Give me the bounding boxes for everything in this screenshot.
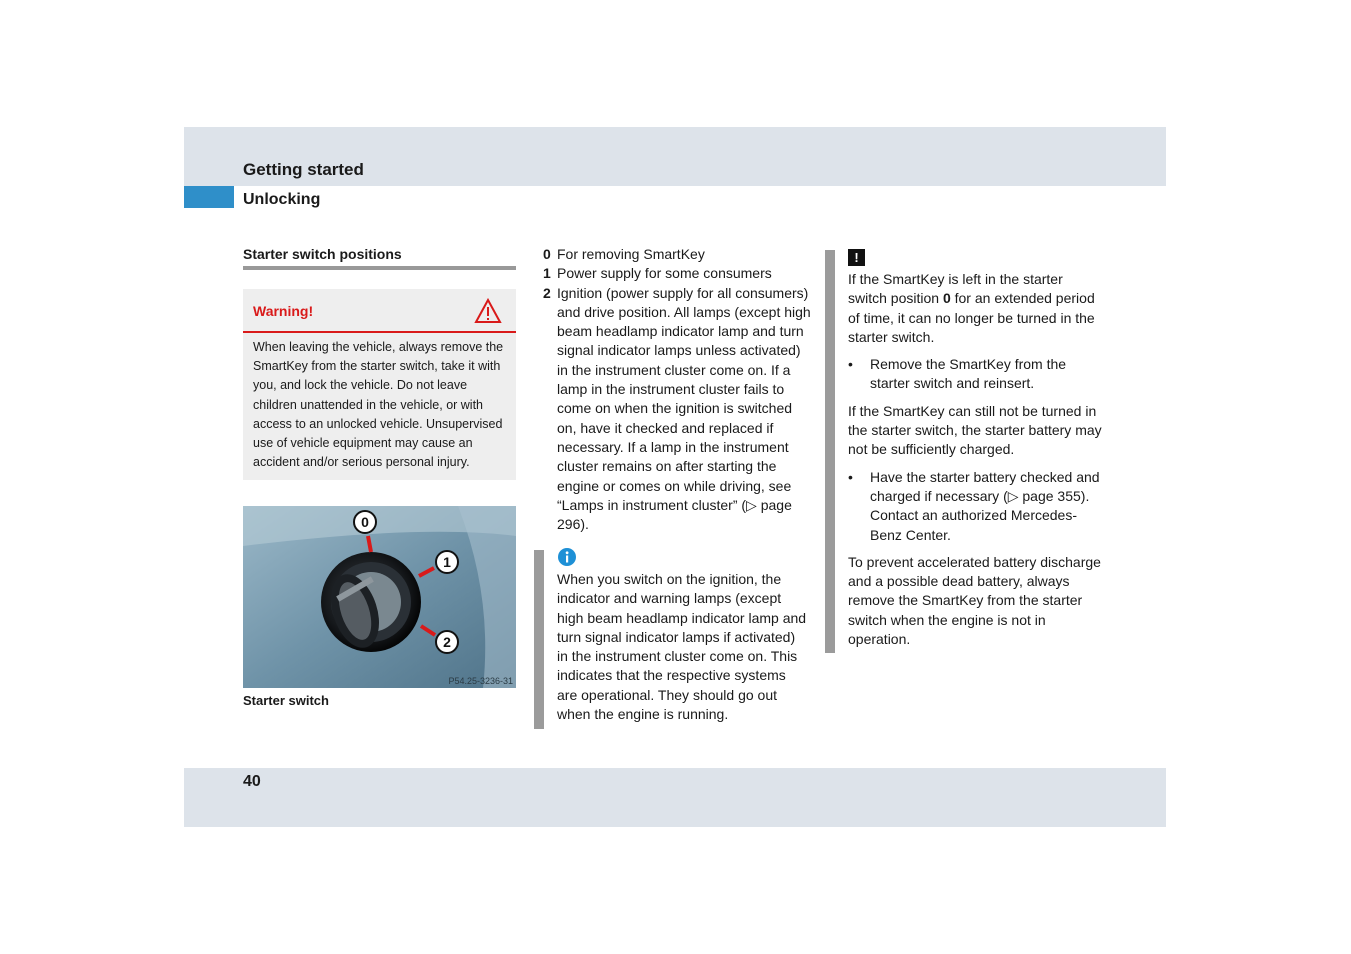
note-paragraph: To prevent accelerated battery discharge and a possible dead battery, always remove the SmartKey from the starter switch when the engine is not in operation. — [848, 553, 1101, 648]
starter-switch-image — [243, 506, 516, 688]
warning-text: When leaving the vehicle, always remove the SmartKey from the starter switch, take it with you, and lock the vehicle. Do not leave children unattended in the vehicle, or with access to an unlocked vehicle. Unsupervised use of vehicle equipment may cause an accident and/or serious personal injury. — [253, 340, 504, 470]
chapter-tab-marker — [184, 186, 234, 208]
subsection-heading: Starter switch positions — [243, 246, 402, 262]
note-paragraph: If the SmartKey is left in the starter switch position 0 for an extended period of time, it can no longer be turned in the starter switch. — [848, 271, 1095, 345]
bullet-icon: • — [848, 468, 853, 485]
position-number: 0 — [543, 246, 551, 262]
position-item — [543, 264, 811, 283]
svg-text:1: 1 — [443, 554, 451, 570]
svg-text:2: 2 — [443, 634, 451, 650]
heading-rule — [243, 266, 516, 270]
position-marker-1 — [436, 551, 458, 573]
position-marker-2 — [436, 631, 458, 653]
note-bullet: • Remove the SmartKey from the starter switch and reinsert. — [848, 356, 1067, 392]
position-number: 1 — [543, 265, 551, 282]
position-text: Ignition (power supply for all consumers) and drive position. All lamps (except high beam headlamp indicator lamp and turn signal indicator lamps unless activated) in the instrument cluster come on. If a lamp in the instrument cluster fails to come on when the ignition is switched on, have it checked and replaced if necessary. If a lamp in the instrument cluster remains on after starting the engine or comes on while driving, see “Lamps in instrument cluster” (▷ page 296). — [557, 284, 811, 533]
position-number: 2 — [543, 284, 551, 301]
position-item — [543, 284, 811, 535]
note-bullet: • Have the starter battery checked and charged if necessary (▷ page 355). Contact an authorized Mercedes-Benz Center. — [848, 468, 1100, 543]
note-side-bar — [825, 250, 835, 653]
section-title: Unlocking — [243, 191, 321, 208]
warning-label: Warning! — [253, 303, 314, 319]
footer-band — [184, 768, 1166, 827]
exclamation-icon: ! — [848, 249, 865, 266]
positions-list — [543, 245, 811, 534]
note-content — [848, 270, 1104, 657]
info-icon — [558, 548, 576, 566]
starter-switch-illustration — [243, 506, 516, 688]
chapter-title: Getting started — [243, 160, 364, 179]
image-caption: Starter switch — [243, 693, 329, 708]
position-marker-0 — [354, 511, 376, 533]
info-text: When you switch on the ignition, the indicator and warning lamps (except high beam headlamp indicator lamp and turn signal indicator lamps if activated) in the instrument cluster come on. This indicates that the respective systems are operational. They should go out when the engine is running. — [557, 571, 807, 723]
note-paragraph: If the SmartKey can still not be turned in the starter switch, the starter battery may not be sufficiently charged. — [848, 402, 1102, 458]
warning-header — [243, 289, 516, 333]
warning-box — [243, 289, 516, 480]
warning-triangle-icon — [474, 298, 502, 324]
image-code: P54.25-3236-31 — [448, 676, 513, 686]
bullet-icon: • — [848, 356, 853, 373]
position-text: Power supply for some consumers — [557, 265, 772, 282]
svg-text:0: 0 — [361, 514, 369, 530]
info-side-bar — [534, 550, 544, 729]
position-item — [543, 245, 811, 264]
position-text: For removing SmartKey — [557, 246, 705, 262]
page-number: 40 — [243, 773, 261, 790]
